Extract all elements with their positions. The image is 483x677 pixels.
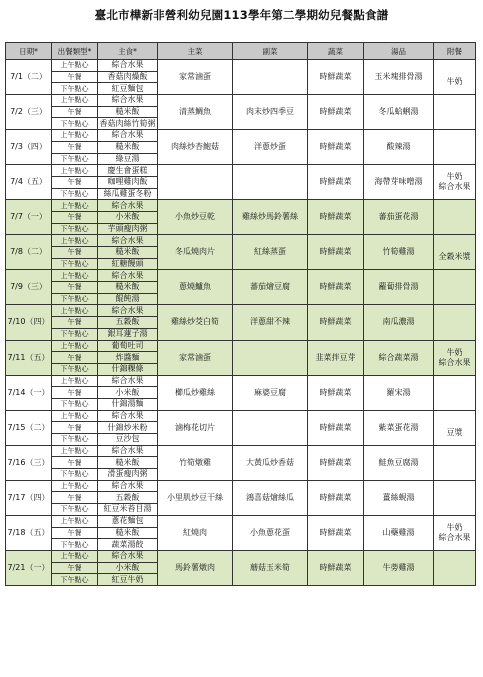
vegetable-cell: 時鮮蔬菜 [308, 375, 364, 410]
meal-type-cell: 午餐 [52, 141, 98, 153]
staple-cell: 綜合水果 [98, 480, 158, 492]
side-dish-cell [233, 165, 308, 200]
table-row [6, 235, 476, 247]
meal-type-cell: 下午點心 [52, 363, 98, 375]
main-dish-cell: 冬瓜燒肉片 [158, 235, 233, 270]
meal-type-cell: 上午點心 [52, 340, 98, 352]
side-dish-cell: 紅絲蒸蛋 [233, 235, 308, 270]
extra-item: 全穀米漿 [438, 252, 471, 262]
meal-type-cell: 午餐 [52, 562, 98, 574]
side-dish-cell [233, 340, 308, 375]
extra-cell [434, 515, 476, 550]
extra-cell [434, 305, 476, 340]
extra-cell [434, 130, 476, 165]
staple-cell: 小米飯 [98, 211, 158, 223]
col-header-side: 副菜 [233, 43, 308, 60]
staple-cell: 芋頭瘦肉粥 [98, 223, 158, 235]
extra-item: 豆漿 [446, 427, 463, 437]
side-dish-cell [233, 410, 308, 445]
meal-type-cell: 上午點心 [52, 375, 98, 387]
extra-item: 綜合水果 [438, 357, 471, 367]
main-dish-cell: 櫛瓜炒雞絲 [158, 375, 233, 410]
staple-cell: 綜合水果 [98, 95, 158, 107]
meal-type-cell: 下午點心 [52, 83, 98, 95]
main-dish-cell: 家常滷蛋 [158, 340, 233, 375]
staple-cell: 糙米飯 [98, 527, 158, 539]
staple-cell: 綜合水果 [98, 130, 158, 142]
vegetable-cell: 時鮮蔬菜 [308, 480, 364, 515]
table-row [6, 165, 476, 177]
extra-item: 牛奶 [446, 77, 463, 87]
staple-cell: 紅豆米苔目湯 [98, 504, 158, 516]
date-cell: 7/9（三） [6, 270, 52, 305]
meal-type-cell: 上午點心 [52, 200, 98, 212]
col-header-staple: 主食* [98, 43, 158, 60]
extra-cell [434, 235, 476, 270]
staple-cell: 葡萄吐司 [98, 340, 158, 352]
meal-type-cell: 上午點心 [52, 235, 98, 247]
side-dish-cell: 蕃茄燴豆腐 [233, 270, 308, 305]
soup-cell: 鮭魚豆腐湯 [364, 445, 434, 480]
extra-cell [434, 340, 476, 375]
date-cell: 7/14（一） [6, 375, 52, 410]
table-row [6, 480, 476, 492]
side-dish-cell: 洋蔥甜不辣 [233, 305, 308, 340]
table-row [6, 340, 476, 352]
table-row [6, 60, 476, 72]
meal-type-cell: 午餐 [52, 106, 98, 118]
main-dish-cell: 滷梅花切片 [158, 410, 233, 445]
date-cell: 7/3（四） [6, 130, 52, 165]
staple-cell: 絲瓜雞蛋冬粉 [98, 188, 158, 200]
extra-item: 綜合水果 [438, 182, 471, 192]
staple-cell: 銀耳蓮子湯 [98, 328, 158, 340]
side-dish-cell: 洋蔥炒蛋 [233, 130, 308, 165]
date-cell: 7/16（三） [6, 445, 52, 480]
page-title: 臺北市樺新非營利幼兒園113學年第二學期幼兒餐點食譜 [94, 8, 389, 22]
date-cell: 7/21（一） [6, 550, 52, 585]
staple-cell: 咖哩雞肉飯 [98, 176, 158, 188]
soup-cell: 冬瓜蛤蜊湯 [364, 95, 434, 130]
table-row [6, 375, 476, 387]
meal-type-cell: 上午點心 [52, 480, 98, 492]
extra-cell [434, 550, 476, 585]
meal-type-cell: 上午點心 [52, 95, 98, 107]
main-dish-cell: 清蒸鯛魚 [158, 95, 233, 130]
meal-type-cell: 午餐 [52, 492, 98, 504]
meal-type-cell: 午餐 [52, 457, 98, 469]
staple-cell: 紅豆麵包 [98, 83, 158, 95]
side-dish-cell: 蘑菇玉米筍 [233, 550, 308, 585]
table-row [6, 410, 476, 422]
staple-cell: 小米飯 [98, 562, 158, 574]
staple-cell: 紅豆牛奶 [98, 574, 158, 586]
main-dish-cell: 蔥燒鱸魚 [158, 270, 233, 305]
meal-type-cell: 午餐 [52, 71, 98, 83]
main-dish-cell [158, 165, 233, 200]
meal-type-cell: 下午點心 [52, 223, 98, 235]
soup-cell: 玉米塊排骨湯 [364, 60, 434, 95]
staple-cell: 什錦粿條 [98, 363, 158, 375]
staple-cell: 紅糖饅頭 [98, 258, 158, 270]
vegetable-cell: 時鮮蔬菜 [308, 305, 364, 340]
meal-type-cell: 午餐 [52, 352, 98, 364]
meal-type-cell: 上午點心 [52, 60, 98, 72]
meal-type-cell: 下午點心 [52, 469, 98, 481]
table-row [6, 515, 476, 527]
meal-type-cell: 下午點心 [52, 328, 98, 340]
meal-type-cell: 上午點心 [52, 165, 98, 177]
side-dish-cell: 大黃瓜炒香菇 [233, 445, 308, 480]
vegetable-cell: 時鮮蔬菜 [308, 270, 364, 305]
main-dish-cell: 紅燒肉 [158, 515, 233, 550]
extra-item [434, 418, 475, 428]
table-row [6, 305, 476, 317]
date-cell: 7/1（二） [6, 60, 52, 95]
meal-type-cell: 上午點心 [52, 305, 98, 317]
extra-cell [434, 375, 476, 410]
col-header-date: 日期* [6, 43, 52, 60]
meal-type-cell: 下午點心 [52, 188, 98, 200]
soup-cell: 綜合蔬菜湯 [364, 340, 434, 375]
vegetable-cell: 時鮮蔬菜 [308, 95, 364, 130]
staple-cell: 炸醬麵 [98, 352, 158, 364]
table-row [6, 270, 476, 282]
side-dish-cell: 鴻喜菇燴絲瓜 [233, 480, 308, 515]
extra-cell [434, 270, 476, 305]
table-row [6, 130, 476, 142]
meal-type-cell: 下午點心 [52, 118, 98, 130]
soup-cell: 牛蒡雞湯 [364, 550, 434, 585]
extra-cell [434, 410, 476, 445]
staple-cell: 綜合水果 [98, 235, 158, 247]
staple-cell: 綜合水果 [98, 375, 158, 387]
soup-cell: 南瓜濃湯 [364, 305, 434, 340]
staple-cell: 什錦湯麵 [98, 398, 158, 410]
staple-cell: 豆沙包 [98, 434, 158, 446]
staple-cell: 綜合水果 [98, 550, 158, 562]
date-cell: 7/8（二） [6, 235, 52, 270]
main-dish-cell: 馬鈴薯燉肉 [158, 550, 233, 585]
meal-type-cell: 下午點心 [52, 398, 98, 410]
staple-cell: 滑蛋瘦肉粥 [98, 469, 158, 481]
date-cell: 7/10（四） [6, 305, 52, 340]
meal-type-cell: 午餐 [52, 211, 98, 223]
soup-cell: 酸辣湯 [364, 130, 434, 165]
meal-type-cell: 午餐 [52, 176, 98, 188]
table-row [6, 445, 476, 457]
date-cell: 7/15（二） [6, 410, 52, 445]
staple-cell: 綠豆湯 [98, 153, 158, 165]
meal-type-cell: 上午點心 [52, 445, 98, 457]
main-dish-cell: 家常滷蛋 [158, 60, 233, 95]
vegetable-cell: 時鮮蔬菜 [308, 200, 364, 235]
vegetable-cell: 時鮮蔬菜 [308, 235, 364, 270]
staple-cell: 五穀飯 [98, 317, 158, 329]
meal-type-cell: 下午點心 [52, 153, 98, 165]
staple-cell: 綜合水果 [98, 200, 158, 212]
extra-cell [434, 480, 476, 515]
meal-type-cell: 午餐 [52, 282, 98, 294]
extra-cell [434, 200, 476, 235]
soup-cell: 蕃茄蛋花湯 [364, 200, 434, 235]
extra-item [434, 67, 475, 77]
meal-type-cell: 下午點心 [52, 504, 98, 516]
col-header-soup: 湯品 [364, 43, 434, 60]
meal-type-cell: 上午點心 [52, 550, 98, 562]
staple-cell: 糙米飯 [98, 141, 158, 153]
header-row [6, 43, 476, 60]
side-dish-cell: 雞絲炒馬鈴薯絲 [233, 200, 308, 235]
staple-cell: 香菇肉絲竹筍粥 [99, 118, 156, 128]
extra-cell [434, 95, 476, 130]
main-dish-cell: 竹筍燉雞 [158, 445, 233, 480]
meal-type-cell: 上午點心 [52, 270, 98, 282]
meal-type-cell: 上午點心 [52, 130, 98, 142]
vegetable-cell: 時鮮蔬菜 [308, 165, 364, 200]
extra-item: 綜合水果 [438, 532, 471, 542]
side-dish-cell [233, 60, 308, 95]
soup-cell: 蘿蔔排骨湯 [364, 270, 434, 305]
table-row [6, 200, 476, 212]
staple-cell: 小米飯 [98, 387, 158, 399]
vegetable-cell: 時鮮蔬菜 [308, 130, 364, 165]
meal-type-cell: 午餐 [52, 422, 98, 434]
col-header-veg: 蔬菜 [308, 43, 364, 60]
meal-type-cell: 午餐 [52, 527, 98, 539]
extra-cell [434, 60, 476, 95]
menu-body [6, 60, 476, 586]
staple-cell: 糙米飯 [98, 106, 158, 118]
main-dish-cell: 雞絲炒茭白筍 [158, 305, 233, 340]
side-dish-cell: 麻婆豆腐 [233, 375, 308, 410]
main-dish-cell: 小魚炒豆乾 [158, 200, 233, 235]
main-dish-cell: 肉絲炒杏鮑菇 [158, 130, 233, 165]
meal-type-cell: 下午點心 [52, 539, 98, 551]
date-cell: 7/7（一） [6, 200, 52, 235]
date-cell: 7/4（五） [6, 165, 52, 200]
meal-type-cell: 午餐 [52, 247, 98, 259]
meal-type-cell: 午餐 [52, 387, 98, 399]
col-header-meal-type: 出餐類型* [52, 43, 98, 60]
extra-item: 牛奶 [446, 522, 463, 532]
soup-cell: 羅宋湯 [364, 375, 434, 410]
date-cell: 7/17（四） [6, 480, 52, 515]
main-dish-cell: 小里肌炒豆干絲 [158, 480, 233, 515]
table-row [6, 95, 476, 107]
col-header-extra: 附餐 [434, 43, 476, 60]
staple-cell: 綜合水果 [98, 305, 158, 317]
soup-cell: 山藥雞湯 [364, 515, 434, 550]
meal-type-cell: 下午點心 [52, 258, 98, 270]
meal-type-cell: 上午點心 [52, 515, 98, 527]
staple-cell: 香菇肉燥飯 [98, 71, 158, 83]
staple-cell: 蔥花麵包 [98, 515, 158, 527]
staple-cell: 什錦炒米粉 [98, 422, 158, 434]
vegetable-cell: 時鮮蔬菜 [308, 515, 364, 550]
soup-cell: 紫菜蛋花湯 [364, 410, 434, 445]
vegetable-cell: 韭菜拌豆芽 [308, 340, 364, 375]
staple-cell: 糙米飯 [98, 457, 158, 469]
extra-item: 牛奶 [446, 172, 463, 182]
meal-type-cell: 下午點心 [52, 434, 98, 446]
meal-type-cell: 上午點心 [52, 410, 98, 422]
meal-type-cell: 下午點心 [52, 293, 98, 305]
staple-cell: 糙米飯 [98, 282, 158, 294]
soup-cell: 竹筍雞湯 [364, 235, 434, 270]
date-cell: 7/2（三） [6, 95, 52, 130]
side-dish-cell: 肉末炒四季豆 [233, 95, 308, 130]
date-cell: 7/11（五） [6, 340, 52, 375]
soup-cell: 海帶芽味噌湯 [364, 165, 434, 200]
staple-cell: 綜合水果 [98, 270, 158, 282]
staple-cell: 綜合水果 [98, 60, 158, 72]
vegetable-cell: 時鮮蔬菜 [308, 445, 364, 480]
vegetable-cell: 時鮮蔬菜 [308, 550, 364, 585]
side-dish-cell: 小魚蔥花蛋 [233, 515, 308, 550]
staple-cell: 綜合水果 [98, 445, 158, 457]
meal-type-cell: 下午點心 [52, 574, 98, 586]
extra-item [434, 242, 475, 252]
soup-cell: 薑絲蜆湯 [364, 480, 434, 515]
staple-cell: 綜合水果 [98, 410, 158, 422]
vegetable-cell: 時鮮蔬菜 [308, 410, 364, 445]
menu-table [5, 42, 476, 586]
extra-cell [434, 445, 476, 480]
extra-cell [434, 165, 476, 200]
staple-cell: 五穀飯 [98, 492, 158, 504]
meal-type-cell: 午餐 [52, 317, 98, 329]
date-cell: 7/18（五） [6, 515, 52, 550]
vegetable-cell: 時鮮蔬菜 [308, 60, 364, 95]
staple-cell: 糙米飯 [98, 247, 158, 259]
extra-item: 牛奶 [446, 347, 463, 357]
col-header-main: 主菜 [158, 43, 233, 60]
staple-cell: 蔬菜湯餃 [98, 539, 158, 551]
table-row [6, 550, 476, 562]
staple-cell: 餛飩湯 [98, 293, 158, 305]
staple-cell: 慶生會蛋糕 [98, 165, 158, 177]
